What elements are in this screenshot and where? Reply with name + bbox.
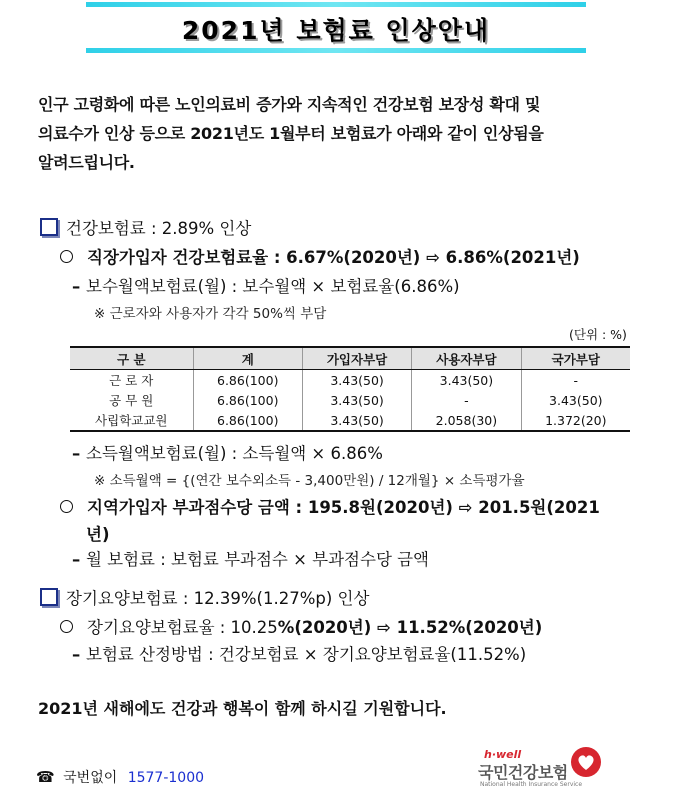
contact-line: ☎ 국번없이 1577-1000 — [36, 768, 205, 786]
logo-name: 국민건강보험 — [478, 763, 568, 782]
title-banner — [86, 2, 586, 54]
health-heading: 건강보험료 : 2.89% 인상 — [40, 215, 251, 239]
logo-tag: h·well — [484, 748, 522, 761]
table-cell: 공 무 원 — [109, 393, 154, 408]
circle-bullet-icon — [60, 500, 73, 513]
table-cell: 3.43(50) — [302, 390, 411, 410]
table-cell: 2.058(30) — [412, 410, 521, 431]
heart-logo-icon — [570, 746, 602, 778]
table-cell: - — [521, 370, 630, 391]
table-cell: 6.86(100) — [193, 410, 302, 431]
ltc-method: – 보험료 산정방법 : 건강보험료 × 장기요양보험료율(11.52%) — [72, 645, 527, 664]
ltc-rate: 장기요양보험료율 : 10.25%(2020년) ⇨ 11.52%(2020년) — [60, 614, 542, 638]
intro-line-2: 의료수가 인상 등으로 2021년도 1월부터 보험료가 아래와 같이 인상됨을 — [38, 124, 544, 143]
wage-note: ※ 근로자와 사용자가 각각 50%씩 부담 — [94, 306, 327, 322]
regional-rate: 지역가입자 부과점수당 금액 : 195.8원(2020년) ⇨ 201.5원(2021 — [60, 494, 600, 518]
table-row — [70, 370, 630, 391]
th-category: 구 분 — [70, 347, 193, 370]
nhis-logo — [478, 746, 608, 798]
phone-icon: ☎ — [36, 768, 55, 786]
table-cell: 사립학교교원 — [70, 410, 193, 431]
th-total: 계 — [193, 347, 302, 370]
intro-line-1: 인구 고령화에 따른 노인의료비 증가와 지속적인 건강보험 보장성 확대 및 — [38, 95, 541, 114]
checkbox-square-icon — [40, 218, 58, 236]
table-cell: 6.86(100) — [193, 390, 302, 410]
checkbox-square-icon — [40, 588, 58, 606]
dash-bullet-icon: – — [72, 444, 86, 463]
dash-bullet-icon: – — [72, 550, 86, 569]
table-row — [70, 390, 630, 410]
th-state: 국가부담 — [521, 347, 630, 370]
ltc-heading: 장기요양보험료 : 12.39%(1.27%p) 인상 — [40, 585, 369, 609]
table-header-row — [70, 347, 630, 370]
dash-bullet-icon: – — [72, 645, 86, 664]
title-bottom-line — [86, 48, 586, 53]
dash-bullet-icon: – — [72, 277, 86, 296]
table-cell: - — [412, 390, 521, 410]
intro-line-3: 알려드립니다. — [38, 153, 135, 172]
th-subscriber: 가입자부담 — [302, 347, 411, 370]
phone-number[interactable]: 1577-1000 — [127, 770, 205, 786]
employee-rate: 직장가입자 건강보험료율 : 6.67%(2020년) ⇨ 6.86%(2021년) — [60, 244, 580, 268]
monthly-formula: – 월 보험료 : 보험료 부과점수 × 부과점수당 금액 — [72, 550, 430, 569]
regional-rate-cont: 년) — [86, 525, 110, 544]
unit-label: (단위 : %) — [569, 327, 627, 342]
title-top-line — [86, 2, 586, 7]
circle-bullet-icon — [60, 250, 73, 263]
page-title: 2021년 보험료 인상안내 — [181, 16, 491, 45]
table-cell: 3.43(50) — [302, 370, 411, 391]
wage-formula: – 보수월액보험료(월) : 보수월액 × 보험료율(6.86%) — [72, 277, 460, 296]
circle-bullet-icon — [60, 620, 73, 633]
rate-table — [70, 346, 630, 432]
income-formula: – 소득월액보험료(월) : 소득월액 × 6.86% — [72, 444, 383, 463]
table-cell: 3.43(50) — [412, 370, 521, 391]
table-cell: 근 로 자 — [109, 373, 154, 388]
table-cell: 1.372(20) — [521, 410, 630, 431]
logo-sub: National Health Insurance Service — [480, 781, 583, 788]
table-row — [70, 410, 630, 431]
table-cell: 6.86(100) — [193, 370, 302, 391]
income-note: ※ 소득월액 = {(연간 보수외소득 - 3,400만원) / 12개월} × 소득평가율 — [94, 473, 525, 489]
th-employer: 사용자부담 — [412, 347, 521, 370]
closing-message: 2021년 새해에도 건강과 행복이 함께 하시길 기원합니다. — [38, 699, 447, 718]
table-cell: 3.43(50) — [521, 390, 630, 410]
table-cell: 3.43(50) — [302, 410, 411, 431]
